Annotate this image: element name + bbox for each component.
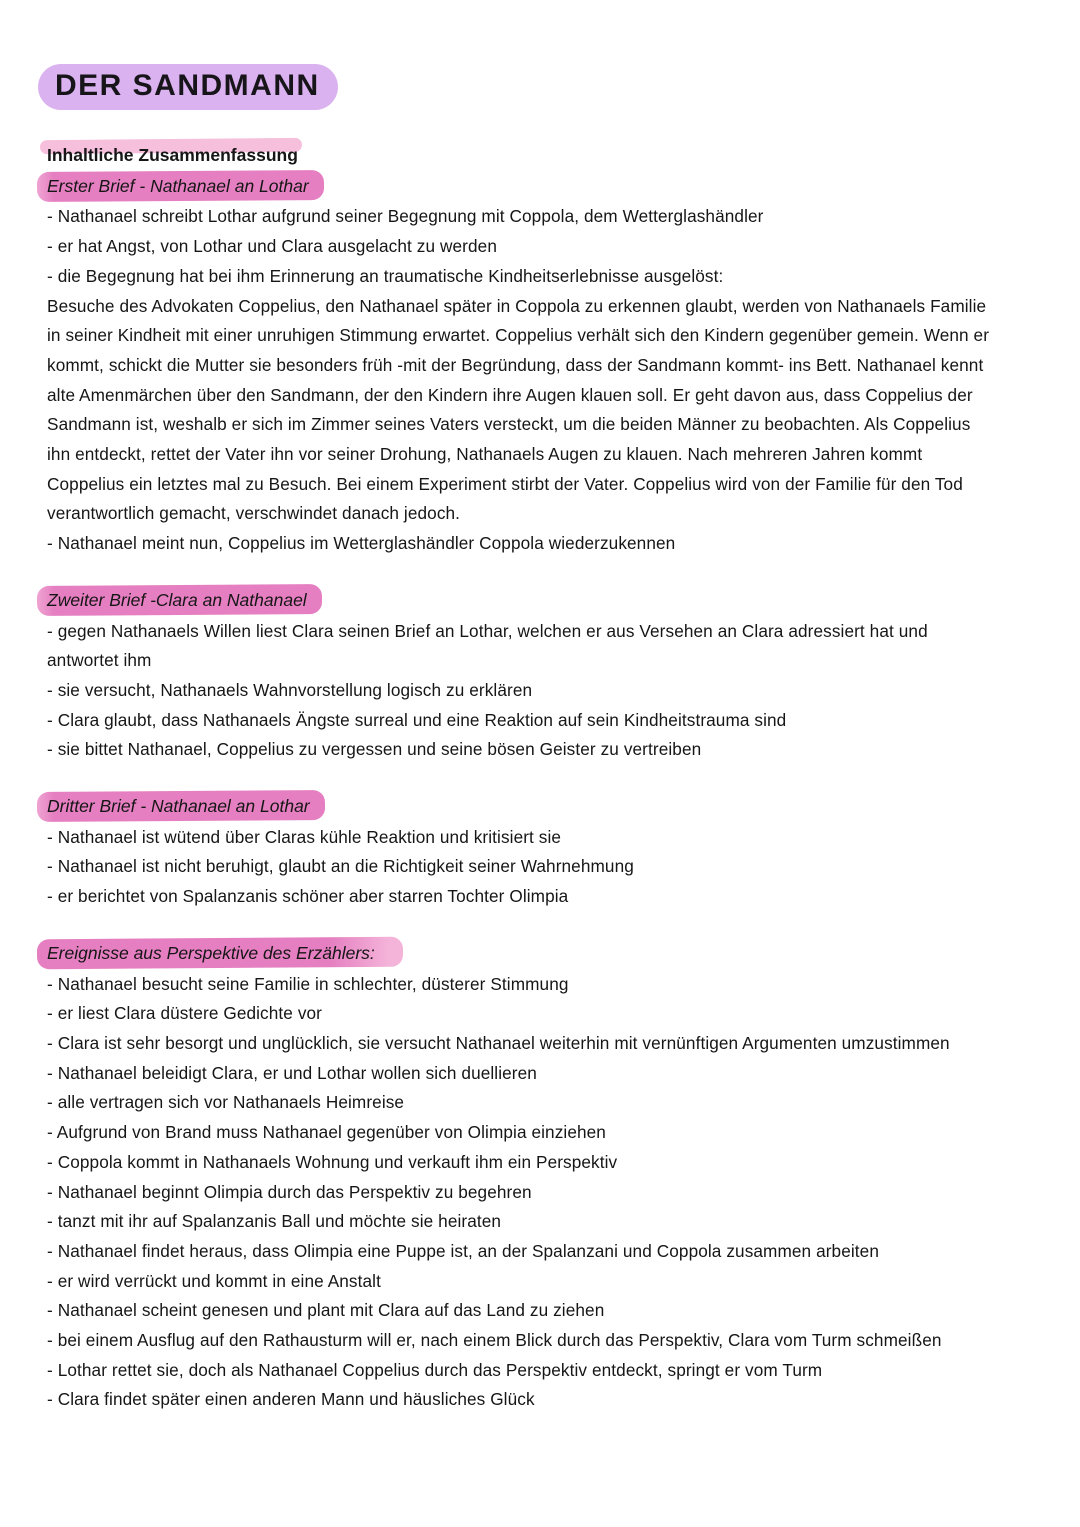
text-line: verantwortlich gemacht, verschwindet danach jedoch.	[47, 503, 461, 524]
section-heading-row	[47, 792, 1022, 823]
text-line: - er hat Angst, von Lothar und Clara ausgelacht zu werden	[47, 236, 497, 257]
text-line: kommt, schickt die Mutter sie besonders früh -mit der Begründung, dass der Sandmann kommt- ins Bett. Nathanael kennt	[47, 354, 984, 375]
text-line: - Coppola kommt in Nathanaels Wohnung und verkauft ihm ein Perspektiv	[47, 1151, 618, 1172]
text-line: in seiner Kindheit mit einer unruhigen Stimmung erwartet. Coppelius verhält sich den Kindern gegenüber gemein. Wenn er	[47, 325, 990, 346]
text-line: - bei einem Ausflug auf den Rathausturm will er, nach einem Blick durch das Perspektiv, Clara vom Turm schmeißen	[47, 1330, 942, 1351]
section-heading: Erster Brief - Nathanael an Lothar	[47, 172, 309, 202]
text-line: - Nathanael ist nicht beruhigt, glaubt an die Richtigkeit seiner Wahrnehmung	[47, 856, 634, 877]
text-line: - Nathanael beginnt Olimpia durch das Perspektiv zu begehren	[47, 1181, 532, 1202]
text-line: - Aufgrund von Brand muss Nathanael gegenüber von Olimpia einziehen	[47, 1122, 606, 1143]
text-line: - sie versucht, Nathanaels Wahnvorstellung logisch zu erklären	[47, 679, 533, 700]
section	[47, 792, 1022, 912]
section	[47, 586, 1022, 765]
title-row	[47, 64, 1022, 110]
text-line: antwortet ihm	[47, 650, 152, 671]
text-line: - er wird verrückt und kommt in eine Anstalt	[47, 1270, 381, 1291]
text-line: - tanzt mit ihr auf Spalanzanis Ball und möchte sie heiraten	[47, 1211, 502, 1232]
text-line: Besuche des Advokaten Coppelius, den Nathanael später in Coppola zu erkennen glaubt, werden von Nathanaels Familie	[47, 295, 987, 316]
text-line: - Nathanael beleidigt Clara, er und Lothar wollen sich duellieren	[47, 1062, 537, 1083]
text-line: - er liest Clara düstere Gedichte vor	[47, 1003, 322, 1024]
text-line: - Nathanael findet heraus, dass Olimpia eine Puppe ist, an der Spalanzani und Coppola zusammen arbeiten	[47, 1240, 879, 1261]
text-line: Sandmann ist, weshalb er sich im Zimmer seines Vaters versteckt, um die beiden Männer zu beobachten. Als Coppelius	[47, 414, 971, 435]
text-line: - Nathanael besucht seine Familie in schlechter, düsterer Stimmung	[47, 973, 569, 994]
text-line: - er berichtet von Spalanzanis schöner aber starren Tochter Olimpia	[47, 886, 569, 907]
text-line: ihn entdeckt, rettet der Vater ihn vor seiner Drohung, Nathanaels Augen zu klauen. Nach mehreren Jahren kommt	[47, 444, 923, 465]
section	[47, 172, 1022, 559]
summary-heading-row	[47, 141, 1022, 172]
section	[47, 939, 1022, 1415]
text-line: - gegen Nathanaels Willen liest Clara seinen Brief an Lothar, welchen er aus Versehen an Clara adressiert hat und	[47, 620, 928, 641]
text-line: Coppelius ein letztes mal zu Besuch. Bei einem Experiment stirbt der Vater. Coppelius wird von der Familie für den Tod	[47, 473, 963, 494]
page-title: DER SANDMANN	[38, 64, 338, 110]
section-heading-row	[47, 939, 1022, 970]
text-line: - die Begegnung hat bei ihm Erinnerung an traumatische Kindheitserlebnisse ausgelöst:	[47, 265, 724, 286]
sections	[47, 172, 1022, 1415]
text-line: - Clara findet später einen anderen Mann und häusliches Glück	[47, 1389, 535, 1410]
section-heading-row	[47, 172, 1022, 203]
text-line: - Nathanael schreibt Lothar aufgrund seiner Begegnung mit Coppola, dem Wetterglashändler	[47, 206, 764, 227]
text-line: - Nathanael meint nun, Coppelius im Wetterglashändler Coppola wiederzukennen	[47, 533, 676, 554]
text-line: - alle vertragen sich vor Nathanaels Heimreise	[47, 1092, 405, 1113]
section-heading-row	[47, 586, 1022, 617]
summary-heading: Inhaltliche Zusammenfassung	[47, 141, 298, 171]
text-line: - Clara glaubt, dass Nathanaels Ängste surreal und eine Reaktion auf sein Kindheitstrauma sind	[47, 709, 787, 730]
section-heading: Dritter Brief - Nathanael an Lothar	[47, 792, 310, 822]
text-line: - Nathanael ist wütend über Claras kühle Reaktion und kritisiert sie	[47, 826, 562, 847]
section-heading: Zweiter Brief -Clara an Nathanael	[47, 586, 307, 616]
text-line: alte Amenmärchen über den Sandmann, der den Kindern ihre Augen klauen soll. Er geht davon aus, dass Coppelius der	[47, 384, 973, 405]
section-heading: Ereignisse aus Perspektive des Erzählers:	[47, 939, 375, 969]
text-line: - Lothar rettet sie, doch als Nathanael Coppelius durch das Perspektiv entdeckt, springt er vom Turm	[47, 1359, 823, 1380]
text-line: - Clara ist sehr besorgt und unglücklich, sie versucht Nathanael weiterhin mit vernünftigen Argumenten umzustimmen	[47, 1032, 950, 1053]
text-line: - sie bittet Nathanael, Coppelius zu vergessen und seine bösen Geister zu vertreiben	[47, 739, 702, 760]
text-line: - Nathanael scheint genesen und plant mit Clara auf das Land zu ziehen	[47, 1300, 605, 1321]
